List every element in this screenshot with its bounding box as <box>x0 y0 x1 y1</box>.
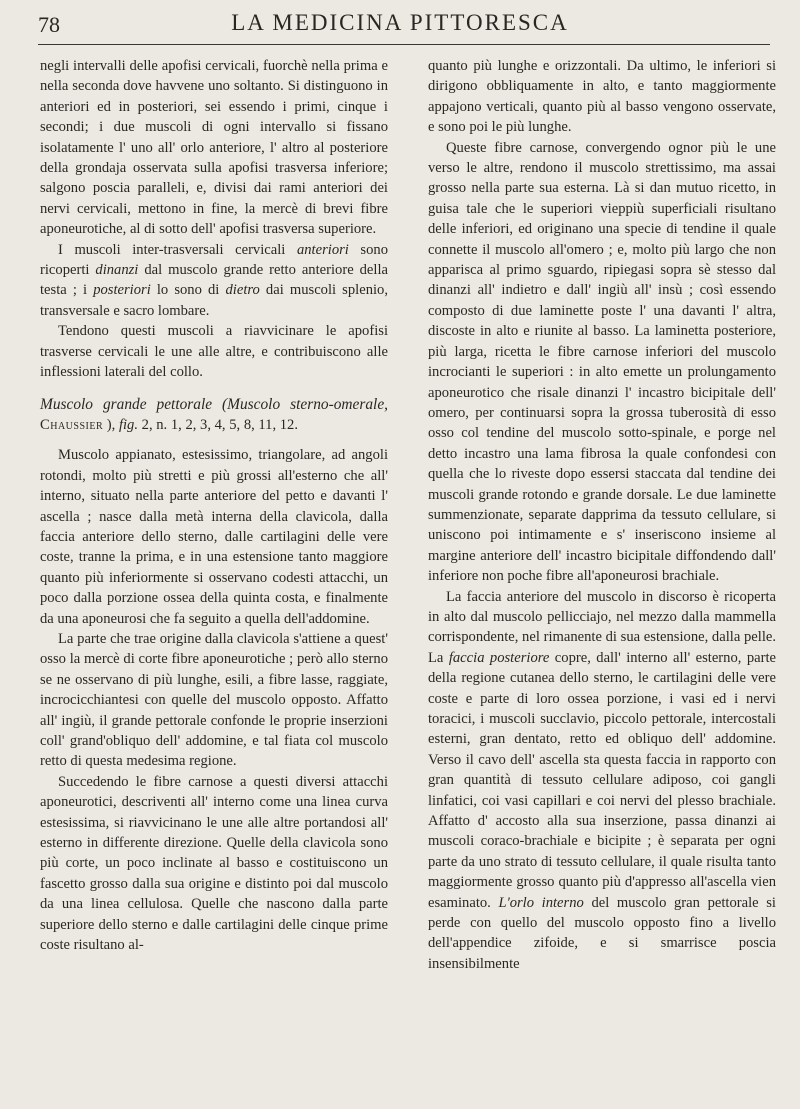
paragraph <box>40 240 388 322</box>
text-run: del muscolo gran pettorale si perde con quello del muscolo opposto fino a livello dell'appendice zifoide, e si smarrisce poscia insensibilmente <box>428 894 776 972</box>
text-run: dal muscolo grande retto anteriore della testa ; i <box>40 262 388 299</box>
text-columns <box>40 56 776 974</box>
paragraph: La parte che trae origine dalla clavicola s'attiene a quest' osso la mercè di corte fibre aponeurotiche ; però allo sterno se ne osservano di più lunghe, esili, a fibre lasse, raggiate, incrocicchiantesi con quelle del muscolo opposto. Affatto all' ingiù, il grande pettorale confonde le proprie inserzioni coll' grand'obliquo dell' addomine, e tal fiata col muscolo retto di questa medesima regione. <box>40 630 388 770</box>
text-run: I muscoli inter-trasversali cervicali <box>58 241 297 258</box>
paragraph: Succedendo le fibre carnose a questi diversi attacchi aponeurotici, descriventi all' interno come una linea curva estesissima, si riavvicinano le une alle altre portandosi all' esterno in differente direzione. Quelle della clavicola sono più corte, un poco inclinate al basso e costituiscono un fascetto grosso dalla sua origine e distinto poi dal muscolo da una linea cellulosa. Quelle che nascono dalla parte superiore dello sterno e dalle cartilagini delle cinque prime coste risultano al- <box>40 773 388 954</box>
figure-numbers: 2, n. 1, 2, 3, 4, 5, 8, 11, 12. <box>138 416 299 433</box>
running-title: LA MEDICINA PITTORESCA <box>231 10 569 35</box>
text-run: copre, dall' interno all' esterno, parte della regione cutanea dello sterno, le cartilagini delle vere coste e parte di loro ossea porzione, i vasi ed i nervi toracici, i muscoli succlavio, piccolo pettorale, intercostali esterni, gran dentato, retto ed obliquo dell' addomine. Verso il cavo dell' ascella sta questa faccia in rapporto con gran quantità di tessuto cellulare adiposo, coi gangli linfatici, coi vasi capillari e coi nervi del plesso brachiale. Affatto d' accosto alla sua inserzione, passa dinanzi ai muscoli coraco-brachiale e bicipite ; è separata per ogni parte da uno strato di tessuto cellulare, il quale risulta tanto maggiormente grosso quanto più d'appresso all'ascella vien esaminato. <box>428 649 776 911</box>
emphasis: dietro <box>225 282 260 299</box>
paragraph: quanto più lunghe e orizzontali. Da ultimo, le inferiori si dirigono obbliquamente in alto, e tanto maggiormente appajono verticali, quanto più al basso vengono osservate, e sono poi le più lunghe. <box>428 58 776 136</box>
emphasis: dinanzi <box>95 262 139 279</box>
paragraph: negli intervalli delle apofisi cervicali, fuorchè nella prima e nella seconda dove havvene uno soltanto. Si distinguono in anteriori ed in posteriori, sei essendo i primi, cinque i secondi; i due muscoli di ogni intervallo si fissano isolatamente l' uno all' orlo anteriore, l' altro al posteriore della grondaja osservata sulla apofisi trasversa inferiore; salgono poscia paralleli, e, divisi dai rami anteriori dei nervi cervicali, mettono in fine, la mercè di brevi fibre aponeurotiche, al di sotto dell' apofisi trasversa superiore. <box>40 58 388 238</box>
page-number: 78 <box>38 12 60 37</box>
left-column <box>40 56 388 974</box>
emphasis: faccia posteriore <box>448 649 550 666</box>
right-column <box>428 56 776 974</box>
text-run: dai muscoli splenio, transversale e sacro lombare. <box>40 282 388 319</box>
emphasis: L'orlo interno <box>498 894 584 911</box>
paragraph: Queste fibre carnose, convergendo ognor più le une verso le altre, rendono il muscolo strettissimo, ma assai grosso nella parte sua esterna. Là si dan mutuo ricetto, in guisa tale che le superiori vieppiù superficiali risultano delle inferiori, ed originano una specie di tendine il quale connette il muscolo all'omero ; e, molto più largo che non apparisca al primo sguardo, ripiegasi sopra sè stesso dal dinanzi all' indietro e dall' ingiù all' insù ; così essendo composto di due laminette poste l' una davanti l' altra, discoste in alto e riunite al basso. La laminetta posteriore, più larga, ricetta le fibre carnose inferiori del muscolo incrocianti le superiori : in alto emette un prolungamento aponeurotico che risale dinanzi l' incastro bicipitale dell' omero, per continuarsi sopra la grossa tuberosità di esso osso col tendine del muscolo sotto-spinale, e porge nel detto incastro una lama fibrosa la quale confondesi con quella che lo riveste dopo essersi staccata dal tendine dei muscoli grande rotondo e grande dorsale. Le due laminette summenzionate, separate dapprima da tessuto cellulare, si uniscono poi intimamente e s' inseriscono insieme al margine anteriore dell' incastro bicipitale diffondendo dall' inferiore non poche fibre all'aponeurosi brachiale. <box>428 139 776 585</box>
emphasis: posteriori <box>93 282 151 299</box>
text-run: lo sono di <box>150 282 226 299</box>
emphasis: anteriori <box>296 241 349 258</box>
text-run: La faccia anteriore del muscolo in discorso è ricoperta in alto dal muscolo pellicciajo, nel mezzo dalla mammella corrispondente, nel rimanente di sua estensione, dalla pelle. La <box>428 588 776 666</box>
header-rule <box>38 44 770 45</box>
heading-title: Muscolo grande pettorale (Muscolo sterno-omerale, <box>40 395 388 413</box>
paragraph: Muscolo appianato, estesissimo, triangolare, ad angoli rotondi, molto più stretti e più grossi all'esterno che all' interno, situato nella parte anteriore del petto e davanti l' ascella ; nasce dalla metà interna della clavicola, dalla faccia anteriore dello sterno, dalle cartilagini delle vere coste, tranne la prima, e in una estensione tanto maggiore quanto più inferiormente si osservano codesti attacchi, un poco dalla porzione ossea della quinta costa, e finalmente da una aponeurosi che fa seguito a quella dell'addomine. <box>40 447 388 627</box>
figure-reference: fig. <box>118 416 139 433</box>
heading-author: Chaussier <box>40 416 104 433</box>
page-header <box>30 8 770 52</box>
text-run: ), <box>103 416 119 433</box>
text-run: sono ricoperti <box>40 241 389 279</box>
paragraph <box>428 587 776 975</box>
paragraph: Tendono questi muscoli a riavvicinare le apofisi trasverse cervicali le une alle altre, e contribuiscono alle inflessioni laterali del collo. <box>40 323 388 381</box>
section-heading <box>40 395 388 436</box>
